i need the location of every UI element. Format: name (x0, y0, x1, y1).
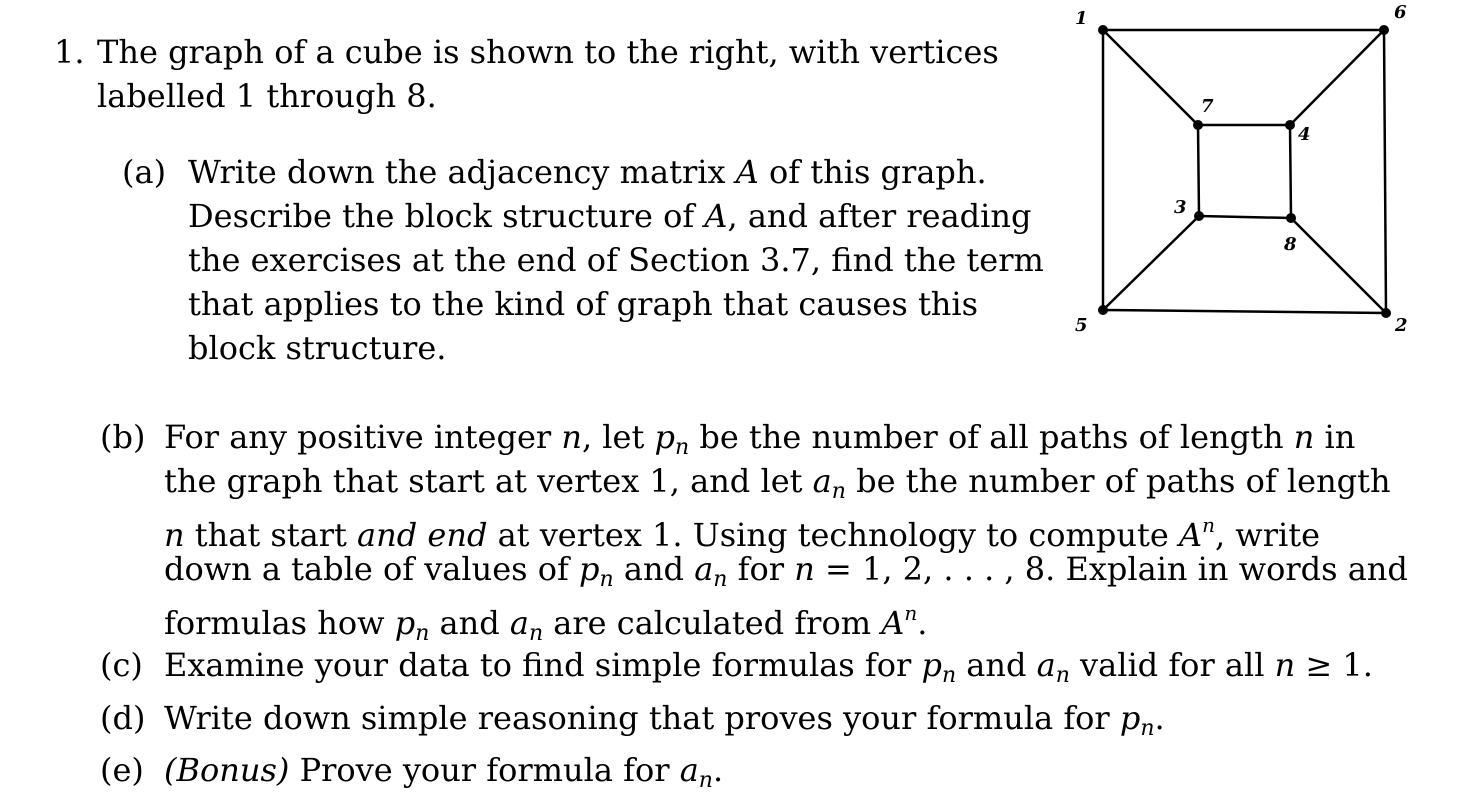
vertex-7 (1193, 120, 1203, 130)
edge-5-3 (1103, 216, 1199, 310)
vertex-label-2: 2 (1395, 315, 1408, 336)
graph-edges (1103, 30, 1386, 313)
vertex-label-5: 5 (1075, 315, 1088, 336)
vertex-1 (1098, 25, 1108, 35)
part-a-line-3: the exercises at the end of Section 3.7, find the term (188, 241, 1044, 279)
edge-2-8 (1291, 218, 1386, 313)
vertex-label-7: 7 (1201, 96, 1214, 117)
vertex-3 (1194, 211, 1204, 221)
intro-line-2: labelled 1 through 8. (97, 77, 437, 115)
edge-8-3 (1199, 216, 1291, 218)
vertex-label-6: 6 (1394, 2, 1407, 23)
vertex-label-3: 3 (1174, 197, 1187, 218)
vertex-6 (1379, 25, 1389, 35)
part-c-text: Examine your data to find simple formulas for $p_n$ and $a_n$ valid for all n ≥ 1. (164, 646, 1373, 688)
part-a-label: (a) (122, 153, 167, 191)
vertex-label-8: 8 (1284, 234, 1297, 255)
intro-line-1: The graph of a cube is shown to the right, with vertices (97, 33, 999, 71)
bonus-label: (Bonus) (164, 751, 290, 789)
vertex-2 (1381, 308, 1391, 318)
part-e-text: (Bonus) Prove your formula for $a_n$. (164, 751, 724, 793)
part-b-line-5: formulas how $p_n$ and $a_n$ are calculated from $A^n$. (164, 601, 928, 646)
vertex-8 (1286, 213, 1296, 223)
vertex-label-4: 4 (1298, 124, 1311, 145)
part-b-line-4: down a table of values of $p_n$ and $a_n$ for n = 1, 2, . . . , 8. Explain in words and (164, 550, 1408, 592)
problem-number: 1. (54, 33, 85, 71)
part-a-line-1: Write down the adjacency matrix A of this graph. (188, 153, 987, 191)
part-b-label: (b) (100, 418, 146, 456)
part-a-line-2: Describe the block structure of A, and after reading (188, 197, 1032, 235)
edge-1-7 (1103, 30, 1198, 125)
part-b-line-1: For any positive integer n, let $p_n$ be the number of all paths of length n in (164, 418, 1356, 460)
edge-3-7 (1198, 125, 1199, 216)
edge-2-5 (1103, 310, 1386, 313)
part-e-label: (e) (100, 751, 144, 789)
cube-graph-diagram (1060, 0, 1460, 340)
part-a-line-4: that applies to the kind of graph that causes this (188, 285, 979, 323)
vertex-4 (1285, 120, 1295, 130)
part-a-line-5: block structure. (188, 329, 447, 367)
vertex-label-1: 1 (1075, 8, 1088, 29)
edge-6-2 (1384, 30, 1386, 313)
edge-6-4 (1290, 30, 1384, 125)
part-b-line-3: n that start and end at vertex 1. Using technology to compute $A^n$, write (164, 513, 1321, 554)
vertex-5 (1098, 305, 1108, 315)
part-d-text: Write down simple reasoning that proves your formula for $p_n$. (164, 699, 1165, 741)
part-b-line-2: the graph that start at vertex 1, and let $a_n$ be the number of paths of length (164, 462, 1391, 504)
edge-4-8 (1290, 125, 1291, 218)
part-d-label: (d) (100, 699, 146, 737)
part-c-label: (c) (100, 646, 143, 684)
